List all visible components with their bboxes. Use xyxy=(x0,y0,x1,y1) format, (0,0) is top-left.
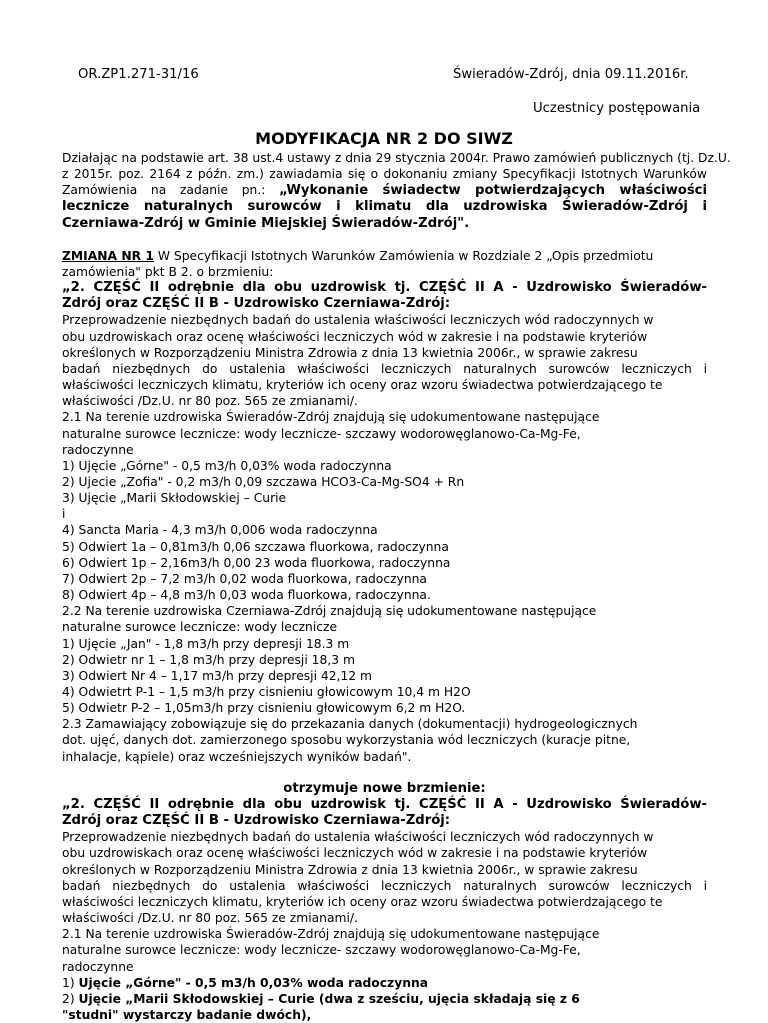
old-paragraph-line: obu uzdrowiskach oraz ocenę właściwości leczniczych wód w zakresie i na podstawie kryteriów xyxy=(62,329,648,344)
list-item-continuation: i xyxy=(62,507,66,522)
list-item: 5) Odwiert 1a – 0,81m3/h 0,06 szczawa fluorkowa, radoczynna xyxy=(62,539,449,554)
list-item-continuation: "studni" wystarczy badanie dwóch), xyxy=(62,1007,312,1022)
task-name-line: lecznicze naturalnych surowców i klimatu dla uzdrowiska Świeradów-Zdrój i xyxy=(62,199,707,215)
new-paragraph-line: badań niezbędnych do ustalenia właściwości leczniczych naturalnych surowców leczniczych i xyxy=(62,878,707,893)
old-heading: „2. CZĘŚĆ II odrębnie dla obu uzdrowisk tj. CZĘŚĆ II A - Uzdrowisko Świeradów- xyxy=(62,280,707,296)
list-item xyxy=(62,975,707,991)
old-section-line: naturalne surowce lecznicze: wody lecznicze xyxy=(62,620,338,635)
list-item: 5) Odwietr P-2 – 1,05m3/h przy cisnieniu głowicowym 6,2 m H2O. xyxy=(62,701,466,716)
list-item: 6) Odwiert 1p – 2,16m3/h 0,00 23 woda fluorkowa, radoczynna xyxy=(62,555,451,570)
old-paragraph-line: Przeprowadzenie niezbędnych badań do ustalenia właściwości leczniczych wód radoczynnych w xyxy=(62,313,654,328)
intro-line: z 2015r. poz. 2164 z późn. zm.) zawiadamia się o dokonaniu zmiany Specyfikacji Istotnych Warunków xyxy=(62,167,707,182)
old-section-line: radoczynne xyxy=(62,442,134,457)
list-text: Ujęcie „Górne" - 0,5 m3/h 0,03% woda radoczynna xyxy=(78,975,429,990)
old-section-line: dot. ujęć, danych dot. zamierzonego sposobu wykorzystania wód leczniczych (kuracje pitne, xyxy=(62,733,631,748)
new-paragraph-line: określonych w Rozporządzeniu Ministra Zdrowia z dnia 13 kwietnia 2006r., w sprawie zakresu xyxy=(62,862,638,877)
list-item: 3) Ujęcie „Marii Skłodowskiej – Curie xyxy=(62,491,287,506)
intro-line: Działając na podstawie art. 38 ust.4 ustawy z dnia 29 stycznia 2004r. Prawo zamówień publicznych (tj. Dz.U. xyxy=(62,151,731,165)
place-and-date: Świeradów-Zdrój, dnia 09.11.2016r. xyxy=(453,67,689,82)
change-text: W Specyfikacji Istotnych Warunków Zamówienia w Rozdziale 2 „Opis przedmiotu xyxy=(153,248,654,263)
recipients: Uczestnicy postępowania xyxy=(533,101,701,116)
document-body xyxy=(62,150,731,1023)
new-paragraph-line: obu uzdrowiskach oraz ocenę właściwości leczniczych wód w zakresie i na podstawie kryteriów xyxy=(62,846,648,861)
old-paragraph-line: określonych w Rozporządzeniu Ministra Zdrowia z dnia 13 kwietnia 2006r., w sprawie zakresu xyxy=(62,345,638,360)
new-paragraph-line: właściwości /Dz.U. nr 80 poz. 565 ze zmianami/. xyxy=(62,911,358,926)
old-paragraph-line: badań niezbędnych do ustalenia właściwości leczniczych naturalnych surowców leczniczych i xyxy=(62,361,707,376)
change-intro xyxy=(62,248,707,264)
new-section-line: naturalne surowce lecznicze: wody lecznicze- szczawy wodorowęglanowo-Ca-Mg-Fe, xyxy=(62,943,581,958)
list-text: Ujęcie „Marii Skłodowskiej – Curie (dwa z sześciu, ujęcia składają się z 6 xyxy=(78,991,580,1006)
intro-line xyxy=(62,182,707,199)
reference-number: OR.ZP1.271-31/16 xyxy=(78,67,199,82)
list-item xyxy=(62,991,707,1007)
list-item: 2) Ujecie „Zofia" - 0,2 m3/h 0,09 szczawa HCO3-Ca-Mg-SO4 + Rn xyxy=(62,474,465,489)
old-section-line: inhalacje, kąpiele) oraz wcześniejszych wyników badań". xyxy=(62,749,412,764)
list-item: 2) Odwietr nr 1 – 1,8 m3/h przy depresji 18,3 m xyxy=(62,652,355,667)
change-intro-line: zamówienia" pkt B 2. o brzmieniu: xyxy=(62,264,274,279)
old-section-line: 2.3 Zamawiający zobowiązuje się do przekazania danych (dokumentacji) hydrogeologicznych xyxy=(62,717,638,732)
old-paragraph-line: właściwości /Dz.U. nr 80 poz. 565 ze zmianami/. xyxy=(62,394,358,409)
list-number: 2) xyxy=(62,991,79,1006)
new-heading: „2. CZĘŚĆ II odrębnie dla obu uzdrowisk tj. CZĘŚĆ II A - Uzdrowisko Świeradów- xyxy=(62,796,707,812)
new-heading: Zdrój oraz CZĘŚĆ II B - Uzdrowisko Czerniawa-Zdrój: xyxy=(62,813,451,829)
list-item: 8) Odwiert 4p – 4,8 m3/h 0,03 woda fluorkowa, radoczynna. xyxy=(62,588,431,603)
change-label: ZMIANA NR 1 xyxy=(62,248,154,263)
list-item: 4) Sancta Maria - 4,3 m3/h 0,006 woda radoczynna xyxy=(62,523,378,538)
old-section-line: naturalne surowce lecznicze: wody lecznicze- szczawy wodorowęglanowo-Ca-Mg-Fe, xyxy=(62,426,581,441)
list-item: 7) Odwiert 2p – 7,2 m3/h 0,02 woda fluorkowa, radoczynna xyxy=(62,571,427,586)
intro-text: Zamówienia na zadanie pn.: xyxy=(62,183,266,198)
new-section-line: radoczynne xyxy=(62,959,134,974)
document-title: MODYFIKACJA NR 2 DO SIWZ xyxy=(255,129,513,148)
new-wording-heading: otrzymuje nowe brzmienie: xyxy=(283,780,486,796)
list-number: 1) xyxy=(62,975,79,990)
new-section-line: 2.1 Na terenie uzdrowiska Świeradów-Zdrój znajdują się udokumentowane następujące xyxy=(62,927,600,942)
list-item: 1) Ujęcie „Górne" - 0,5 m3/h 0,03% woda radoczynna xyxy=(62,458,392,473)
list-item: 1) Ujęcie „Jan" - 1,8 m3/h przy depresji 18.3 m xyxy=(62,636,350,651)
list-item: 4) Odwietrt P-1 – 1,5 m3/h przy cisnieniu głowicowym 10,4 m H2O xyxy=(62,685,471,699)
old-heading: Zdrój oraz CZĘŚĆ II B - Uzdrowisko Czerniawa-Zdrój: xyxy=(62,296,451,312)
old-section-line: 2.1 Na terenie uzdrowiska Świeradów-Zdrój znajdują się udokumentowane następujące xyxy=(62,410,600,425)
task-name-line: Czerniawa-Zdrój w Gminie Miejskiej Świeradów-Zdrój". xyxy=(62,215,470,231)
old-paragraph-line: właściwości leczniczych klimatu, kryteriów ich oceny oraz wzoru świadectwa potwierdzającego te xyxy=(62,378,663,393)
old-section-line: 2.2 Na terenie uzdrowiska Czerniawa-Zdrój znajdują się udokumentowane następujące xyxy=(62,604,597,619)
task-name: „Wykonanie świadectw potwierdzających właściwości xyxy=(279,183,707,199)
new-paragraph-line: Przeprowadzenie niezbędnych badań do ustalenia właściwości leczniczych wód radoczynnych w xyxy=(62,830,654,845)
new-paragraph-line: właściwości leczniczych klimatu, kryteriów ich oceny oraz wzoru świadectwa potwierdzającego te xyxy=(62,894,663,909)
list-item: 3) Odwiert Nr 4 – 1,17 m3/h przy depresji 42,12 m xyxy=(62,668,372,683)
